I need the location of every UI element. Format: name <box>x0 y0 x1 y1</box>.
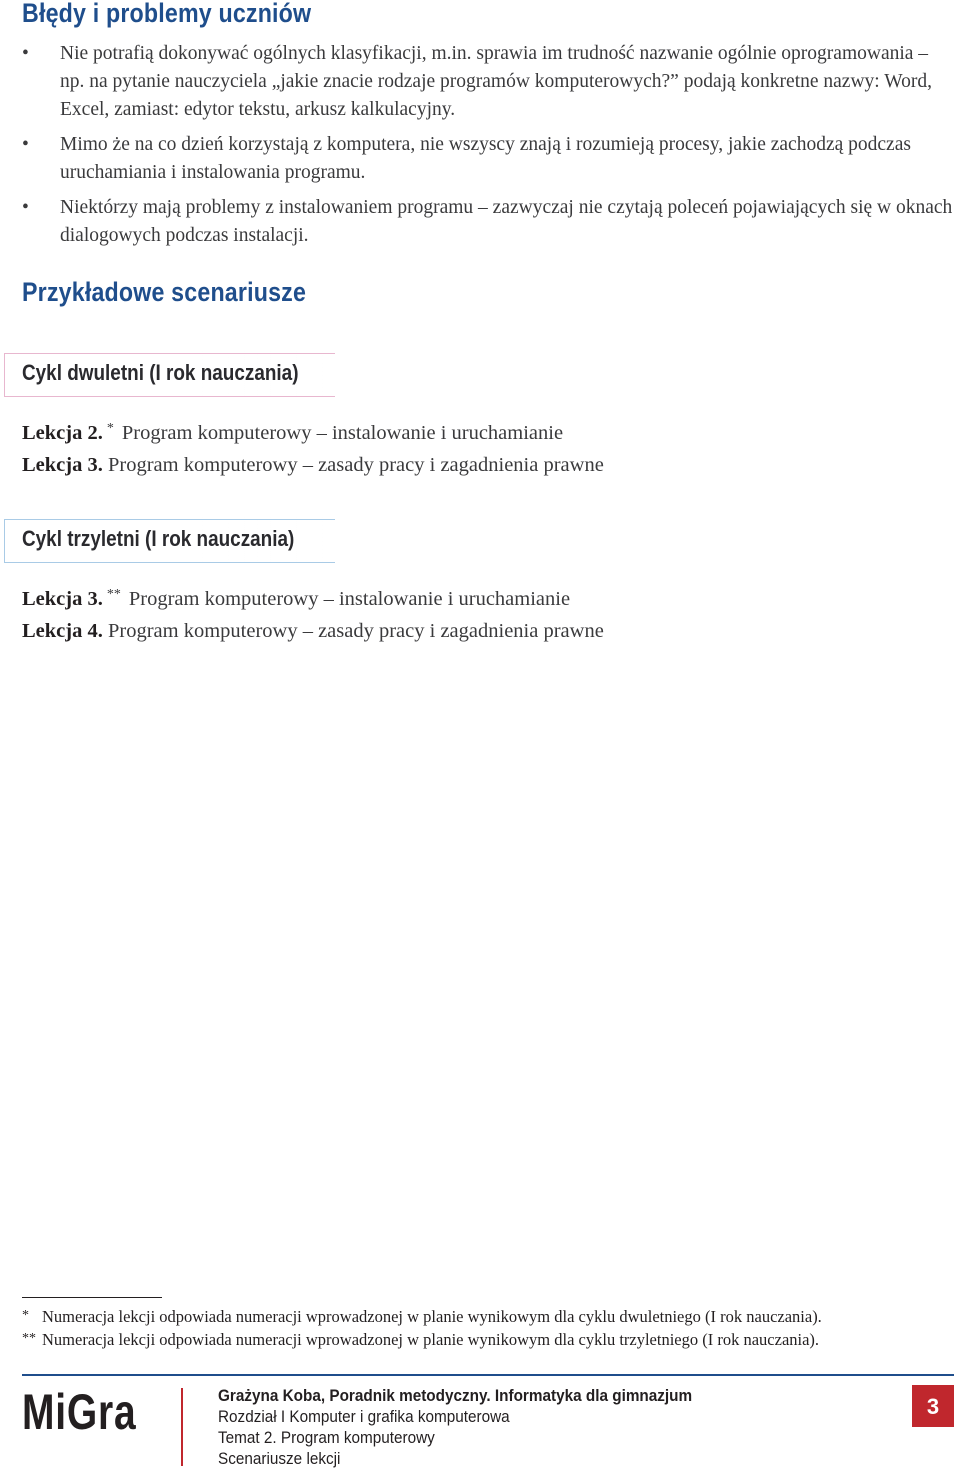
footnote-divider <box>22 1297 162 1298</box>
cycle-title: Cykl dwuletni (I rok nauczania) <box>22 360 299 385</box>
errors-list <box>22 40 954 257</box>
bullet-icon: • <box>22 134 29 155</box>
list-item <box>22 194 954 250</box>
footer-topic: Temat 2. Program komputerowy <box>218 1428 435 1447</box>
lesson-title: Program komputerowy – instalowanie i uruchamianie <box>128 588 571 610</box>
cycle-header-three-year <box>0 517 335 563</box>
publisher-logo: MiGra <box>22 1384 137 1440</box>
lesson-title: Program komputerowy – zasady pracy i zagadnienia prawne <box>107 454 604 476</box>
bullet-icon: • <box>22 197 29 218</box>
bullet-text: Niektórzy mają problemy z instalowaniem programu – zazwyczaj nie czytają poleceń pojawiających się w oknach dialogowych podczas instalacji. <box>60 197 953 246</box>
bullet-text: Mimo że na co dzień korzystają z komputera, nie wszyscy znają i rozumieją procesy, jakie zachodzą podczas uruchamiania i instalowania programu. <box>60 134 911 183</box>
footer-divider <box>22 1374 954 1376</box>
cycle-header-two-year <box>0 351 335 397</box>
footnote-mark: * <box>106 421 114 436</box>
lesson-row <box>22 620 604 643</box>
lesson-label: Lekcja 4. <box>22 620 103 642</box>
footnote-mark: ** <box>106 587 121 602</box>
footnote-mark: * <box>22 1308 29 1323</box>
lesson-row <box>22 421 563 445</box>
lesson-label: Lekcja 2. <box>22 422 103 444</box>
lesson-label: Lekcja 3. <box>22 588 103 610</box>
list-item <box>22 40 954 124</box>
footnote-text: Numeracja lekcji odpowiada numeracji wprowadzonej w planie wynikowym dla cyklu trzyletniego (I rok nauczania). <box>42 1330 820 1349</box>
bullet-text: Nie potrafią dokonywać ogólnych klasyfikacji, m.in. sprawia im trudność nazwanie ogólnie oprogramowania – np. na pytanie nauczyciela „jakie znacie rodzaje programów komputerowych?” podają konkretne nazwy: Word, Excel, zamiast: edytor tekstu, arkusz kalkulacyjny. <box>60 43 932 120</box>
footer-separator <box>181 1388 183 1466</box>
footer-section: Scenariusze lekcji <box>218 1449 341 1468</box>
lesson-row <box>22 587 570 611</box>
lesson-title: Program komputerowy – instalowanie i uruchamianie <box>121 422 564 444</box>
page-number-badge: 3 <box>912 1385 954 1427</box>
cycle-title: Cykl trzyletni (I rok nauczania) <box>22 526 295 551</box>
section-heading-scenarios: Przykładowe scenariusze <box>22 277 307 307</box>
lesson-label: Lekcja 3. <box>22 454 103 476</box>
lesson-title: Program komputerowy – zasady pracy i zagadnienia prawne <box>107 620 604 642</box>
footnote <box>22 1307 822 1327</box>
footnote <box>22 1330 819 1350</box>
bullet-icon: • <box>22 43 29 64</box>
footer-chapter: Rozdział I Komputer i grafika komputerowa <box>218 1407 510 1426</box>
footer-author-line: Grażyna Koba, Poradnik metodyczny. Informatyka dla gimnazjum <box>218 1386 693 1405</box>
lesson-row <box>22 454 604 477</box>
list-item <box>22 131 954 187</box>
section-heading-errors: Błędy i problemy uczniów <box>22 0 312 28</box>
footnote-text: Numeracja lekcji odpowiada numeracji wprowadzonej w planie wynikowym dla cyklu dwuletniego (I rok nauczania). <box>42 1307 822 1326</box>
footnote-mark: ** <box>22 1331 36 1346</box>
